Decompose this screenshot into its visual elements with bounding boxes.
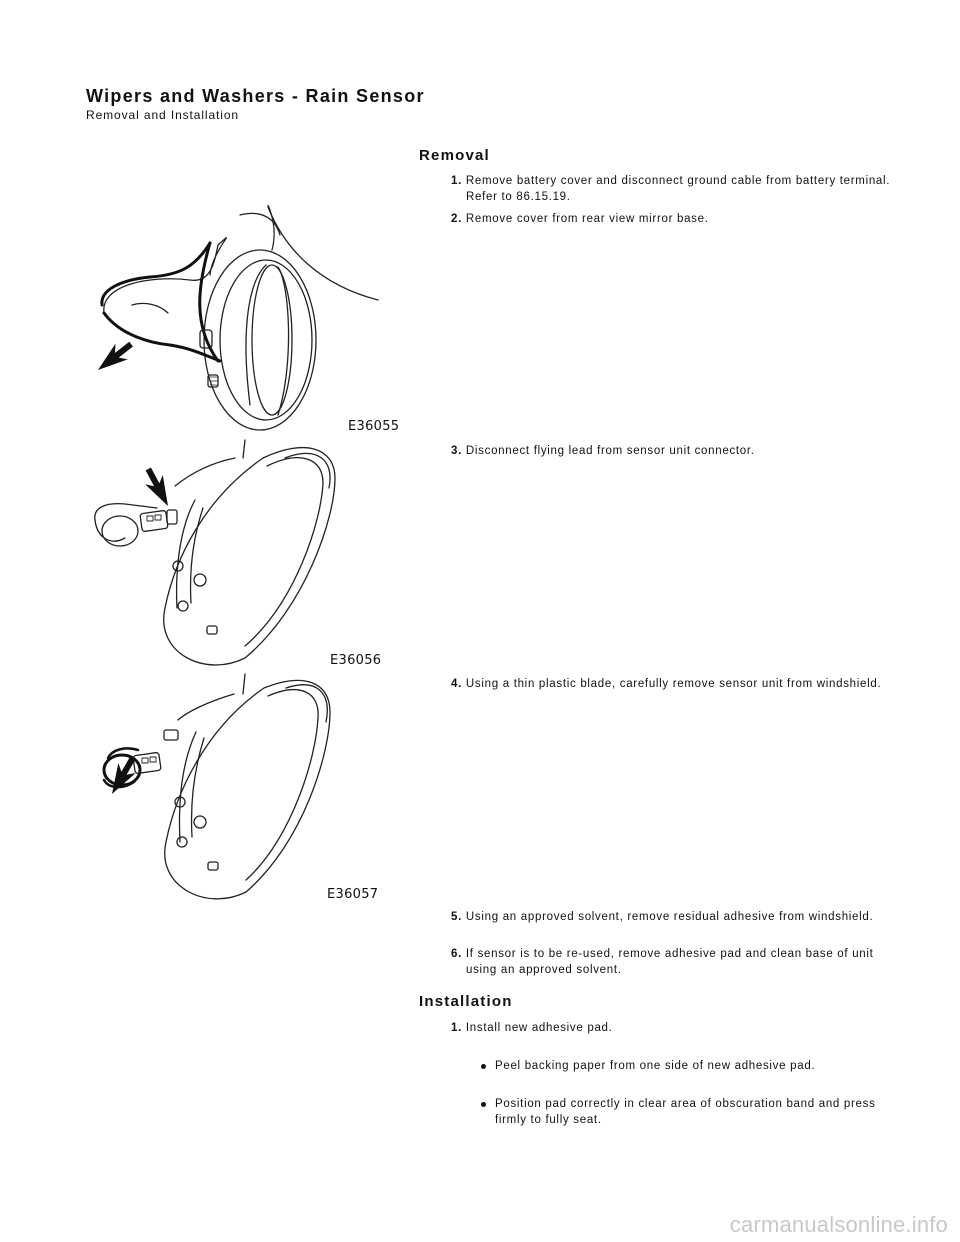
watermark: carmanualsonline.info — [729, 1212, 948, 1237]
removal-step-6 — [451, 947, 906, 978]
pointer-arrow-icon — [92, 336, 137, 378]
bullet-icon — [481, 1102, 486, 1107]
bullet-text: Peel backing paper from one side of new adhesive pad. — [495, 1060, 816, 1072]
page-title: Wipers and Washers - Rain Sensor — [86, 86, 425, 106]
removal-step-2 — [451, 212, 906, 228]
step-number: 1. — [451, 1022, 462, 1034]
installation-bullet-2 — [481, 1097, 895, 1128]
step-number: 6. — [451, 948, 462, 960]
removal-step-3 — [451, 444, 906, 460]
step-text: Install new adhesive pad. — [465, 1022, 613, 1034]
figure-mirror-cover — [90, 205, 410, 437]
step-number: 4. — [451, 678, 462, 690]
step-number: 1. — [451, 175, 462, 187]
removal-step-5 — [451, 910, 906, 926]
mirror-cover-illustration — [90, 205, 410, 437]
removal-step-4 — [451, 677, 906, 693]
pointer-arrow-icon — [139, 464, 176, 510]
figure-code: E36057 — [327, 887, 379, 902]
step-text: Using a thin plastic blade, carefully remove sensor unit from windshield. — [465, 678, 882, 690]
sensor-removal-illustration — [82, 672, 412, 904]
figure-connector — [85, 438, 410, 670]
bullet-text: Position pad correctly in clear area of obscuration band and press firmly to fully seat. — [495, 1098, 876, 1126]
step-text: Disconnect flying lead from sensor unit connector. — [465, 445, 755, 457]
figure-code: E36055 — [348, 419, 400, 434]
installation-bullet-1 — [481, 1059, 895, 1075]
figure-sensor-removal — [82, 672, 412, 904]
step-number: 5. — [451, 911, 462, 923]
page-subtitle: Removal and Installation — [86, 108, 240, 122]
installation-step-1 — [451, 1021, 906, 1037]
sensor-connector-illustration — [85, 438, 410, 670]
removal-heading: Removal — [419, 147, 490, 164]
step-number: 2. — [451, 213, 462, 225]
removal-step-1 — [451, 174, 906, 205]
installation-heading: Installation — [419, 993, 513, 1010]
step-text: If sensor is to be re-used, remove adhesive pad and clean base of unit using an approved solvent. — [465, 948, 874, 976]
step-text: Using an approved solvent, remove residual adhesive from windshield. — [465, 911, 874, 923]
step-text: Remove cover from rear view mirror base. — [465, 213, 709, 225]
step-number: 3. — [451, 445, 462, 457]
bullet-icon — [481, 1064, 486, 1069]
step-text: Remove battery cover and disconnect ground cable from battery terminal. Refer to 86.15.19. — [465, 175, 891, 203]
figure-code: E36056 — [330, 653, 382, 668]
